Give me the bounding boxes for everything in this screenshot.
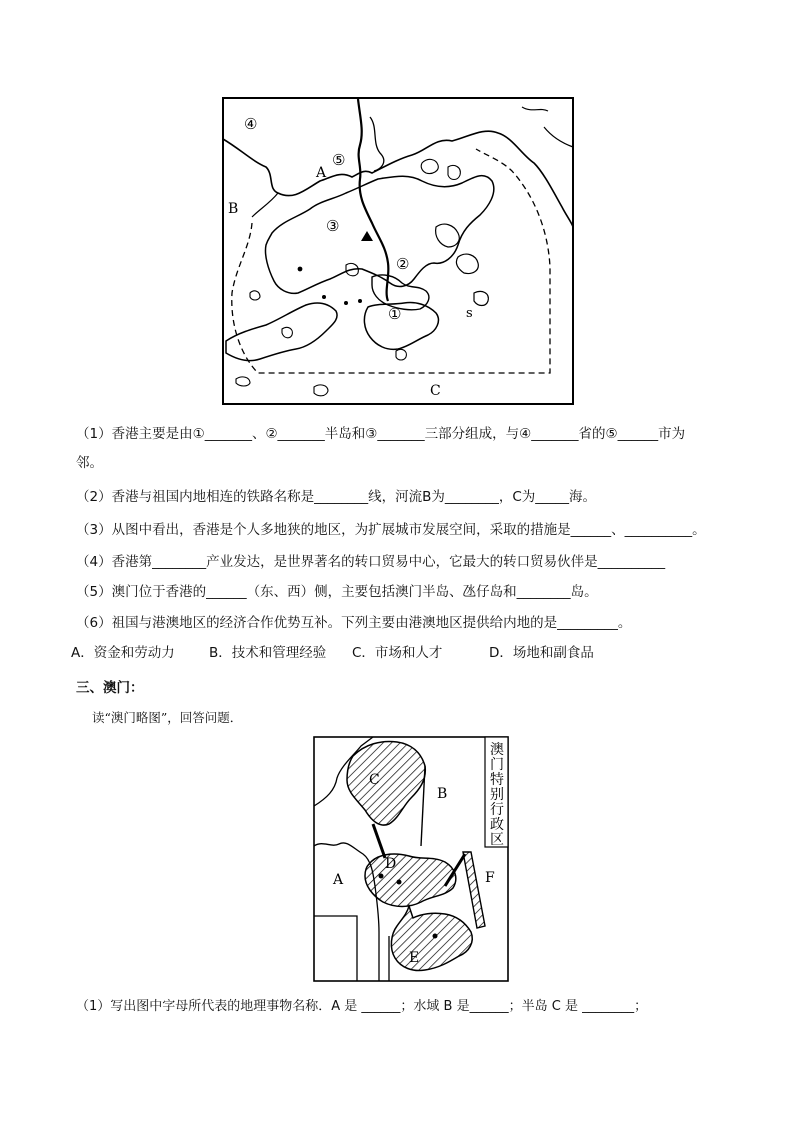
question-1: （1）香港主要是由①_______、②_______半岛和③_______三部分组成，与④_______省的⑤______市为: [76, 426, 686, 442]
title-char: 政: [490, 817, 504, 833]
label-s: s: [466, 306, 473, 321]
label-c: C: [430, 383, 441, 399]
choice-d: D．场地和副食品: [489, 645, 594, 661]
question-4: （4）香港第________产业发达，是世界著名的转口贸易中心，它最大的转口贸易伙伴是__________: [76, 554, 666, 570]
question-6: （6）祖国与港澳地区的经济合作优势互补。下列主要由港澳地区提供给内地的是_________。: [76, 615, 632, 631]
label-d: D: [385, 856, 397, 872]
title-char: 行: [490, 802, 504, 818]
city-dot: [358, 299, 362, 303]
hong-kong-map: [222, 97, 574, 405]
town-dot: [379, 874, 384, 879]
label-1: ①: [388, 305, 402, 323]
title-char: 别: [490, 787, 504, 803]
town-dot: [433, 934, 438, 939]
town-dot: [397, 880, 402, 885]
title-char: 区: [490, 832, 504, 848]
choice-b: B．技术和管理经验: [209, 645, 327, 661]
macau-question-1: （1）写出图中字母所代表的地理事物名称．A 是 ______；水域 B 是______；半岛 C 是 ________；: [76, 999, 648, 1014]
question-2: （2）香港与祖国内地相连的铁路名称是________线，河流B为________，C为_____海。: [76, 489, 597, 505]
choice-a: A．资金和劳动力: [71, 645, 175, 661]
section-heading: 三、澳门：: [76, 680, 144, 696]
label-b: B: [437, 786, 448, 802]
question-1-cont: 邻。: [76, 455, 103, 471]
label-b: B: [228, 201, 239, 217]
title-char: 澳: [490, 742, 504, 758]
label-2: ②: [396, 255, 410, 273]
label-a: A: [316, 165, 327, 181]
map-frame: [223, 98, 573, 404]
city-dot: [344, 301, 348, 305]
label-3: ③: [326, 217, 340, 235]
question-3: （3）从图中看出，香港是个人多地狭的地区，为扩展城市发展空间，采取的措施是______、__________。: [76, 522, 706, 538]
instruction: 读“澳门略图”，回答问题．: [92, 710, 243, 725]
macau-map: [313, 736, 509, 982]
city-dot: [322, 295, 326, 299]
choice-c: C．市场和人才: [352, 645, 443, 661]
title-char: 特: [490, 772, 504, 788]
label-c: C: [369, 772, 380, 788]
label-a: A: [333, 872, 344, 888]
title-char: 门: [490, 757, 504, 773]
label-4: ④: [244, 115, 258, 133]
label-e: E: [409, 950, 420, 966]
label-5: ⑤: [332, 151, 346, 169]
label-f: F: [485, 870, 495, 886]
question-5: （5）澳门位于香港的______（东、西）侧，主要包括澳门半岛、氹仔岛和________岛。: [76, 584, 598, 600]
city-dot: [298, 267, 303, 272]
